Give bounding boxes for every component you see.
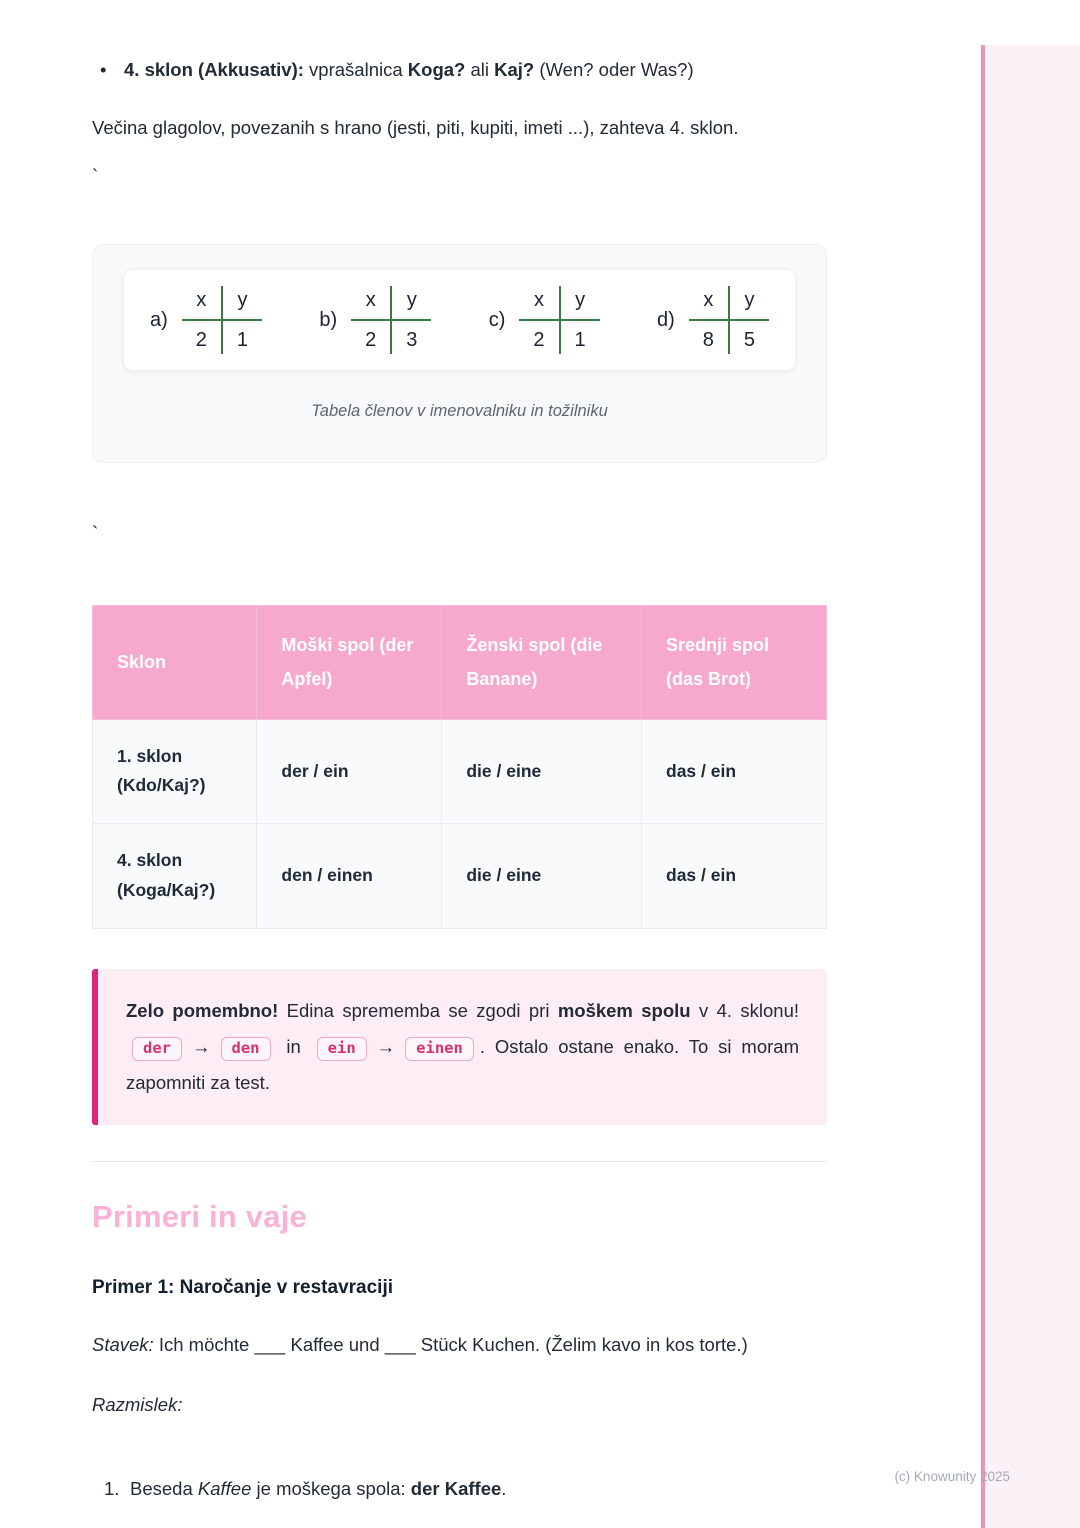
fraction-item-c	[489, 286, 600, 354]
case-label-cell	[93, 824, 257, 929]
table-header-masculine: Moški spol (der Apfel)	[257, 606, 442, 719]
section-heading: Primeri in vaje	[92, 1198, 307, 1234]
case-label-line: (Koga/Kaj?)	[117, 879, 216, 900]
example-sentence	[92, 1329, 827, 1361]
neuter-cell: das / ein	[642, 824, 827, 929]
callout-text: . Ostalo ostane enako. To si moram zapomniti za test.	[126, 1035, 799, 1093]
feminine-cell: die / eine	[442, 719, 642, 824]
fraction-cell: 8	[689, 321, 730, 354]
callout-text: Edina sprememba se zgodi pri	[278, 999, 558, 1021]
fraction-cell: 2	[351, 321, 392, 354]
akkusativ-bullet-item	[100, 56, 827, 84]
fraction-cell: x	[182, 286, 223, 321]
fraction-cell: 5	[743, 329, 755, 351]
arrow-right-icon: →	[376, 1035, 396, 1057]
arrow-right-icon: →	[192, 1035, 211, 1057]
callout-bold: moškem spolu	[557, 999, 691, 1021]
list-text: Beseda	[130, 1477, 198, 1499]
callout-bold: Zelo pomembno!	[126, 999, 279, 1021]
fraction-label: d)	[656, 309, 675, 331]
code-den: den	[221, 1037, 271, 1061]
table-row	[93, 719, 827, 824]
fraction-cell: y	[223, 286, 262, 321]
masculine-cell: den / einen	[257, 824, 442, 929]
table-header-feminine: Ženski spol (die Banane)	[442, 606, 642, 719]
stray-backtick: `	[92, 166, 99, 188]
case-label-line: 4. sklon	[117, 850, 183, 871]
fraction-cell: 2	[519, 321, 560, 354]
sentence-text: Ich möchte ___ Kaffee und ___ Stück Kuchen. (Želim kavo in kos torte.)	[153, 1333, 748, 1355]
intro-paragraph: Večina glagolov, povezanih s hrano (jesti, piti, kupiti, imeti ...), zahteva 4. sklon.	[92, 116, 739, 138]
fraction-cell: y	[730, 286, 769, 321]
copyright-footer: (c) Knowunity 2025	[894, 1469, 1010, 1484]
reflect-label: Razmislek:	[92, 1394, 183, 1416]
stray-backtick: `	[92, 523, 99, 545]
example-title: Primer 1: Naročanje v restavraciji	[92, 1277, 394, 1299]
fraction-cell: x	[351, 286, 392, 321]
document-content	[92, 0, 827, 1503]
fraction-item-a	[150, 286, 262, 354]
declension-table	[92, 605, 827, 928]
case-label-cell	[93, 719, 257, 824]
fraction-item-b	[319, 286, 431, 354]
neuter-cell: das / ein	[642, 719, 827, 824]
reasoning-list-item	[104, 1475, 827, 1503]
sentence-label: Stavek:	[92, 1333, 154, 1355]
fraction-cell: 1	[574, 329, 586, 351]
fraction-cell: 1	[236, 329, 249, 351]
fraction-label: a)	[150, 309, 168, 331]
fraction-cell: x	[689, 286, 730, 321]
list-text: .	[501, 1477, 507, 1499]
list-italic: Kaffee	[197, 1477, 252, 1499]
page-edge-stripe	[981, 45, 1080, 1528]
fraction-cell: 2	[182, 321, 223, 354]
bullet-text: (Wen? oder Was?)	[534, 59, 694, 80]
fraction-label: c)	[488, 309, 506, 331]
table-row	[93, 824, 827, 929]
fraction-table	[182, 286, 262, 354]
section-divider	[92, 1161, 827, 1162]
fraction-cell: y	[392, 286, 431, 321]
fraction-item-d	[657, 286, 769, 354]
fraction-cell: 3	[406, 329, 418, 351]
bullet-marker: •	[100, 59, 107, 80]
bullet-text: ali	[465, 59, 495, 80]
callout-text: v 4. sklonu!	[690, 999, 800, 1021]
masculine-cell: der / ein	[257, 719, 442, 824]
table-header-neuter: Srednji spol (das Brot)	[642, 606, 827, 719]
code-der: der	[132, 1037, 182, 1061]
list-number: 1.	[104, 1477, 120, 1499]
fraction-cell: x	[519, 286, 560, 321]
list-bold: der Kaffee	[410, 1477, 502, 1499]
figure-caption: Tabela členov v imenovalniku in tožilniku	[311, 402, 608, 420]
list-text: je moškega spola:	[251, 1477, 411, 1499]
list-item-text	[130, 1475, 506, 1503]
code-ein: ein	[317, 1037, 367, 1061]
bullet-bold-case: 4. sklon (Akkusativ):	[124, 59, 304, 80]
article-figure-panel	[123, 269, 796, 371]
akkusativ-bullet-text	[124, 56, 694, 84]
table-header-sklon: Sklon	[93, 606, 257, 719]
bullet-bold-kaj: Kaj?	[494, 59, 535, 80]
table-header-row	[93, 606, 827, 719]
article-figure-card	[92, 244, 827, 463]
code-einen: einen	[405, 1037, 474, 1061]
fraction-table	[351, 286, 431, 354]
fraction-label: b)	[319, 309, 338, 331]
bullet-bold-koga: Koga?	[407, 59, 466, 80]
bullet-text: vprašalnica	[303, 59, 408, 80]
case-label-line: 1. sklon	[117, 745, 183, 766]
case-label-line: (Kdo/Kaj?)	[117, 775, 206, 796]
important-callout	[92, 969, 827, 1125]
callout-text: in	[276, 1035, 311, 1057]
fraction-cell: y	[561, 286, 600, 321]
fraction-table	[689, 286, 769, 354]
feminine-cell: die / eine	[442, 824, 642, 929]
fraction-table	[519, 286, 599, 354]
